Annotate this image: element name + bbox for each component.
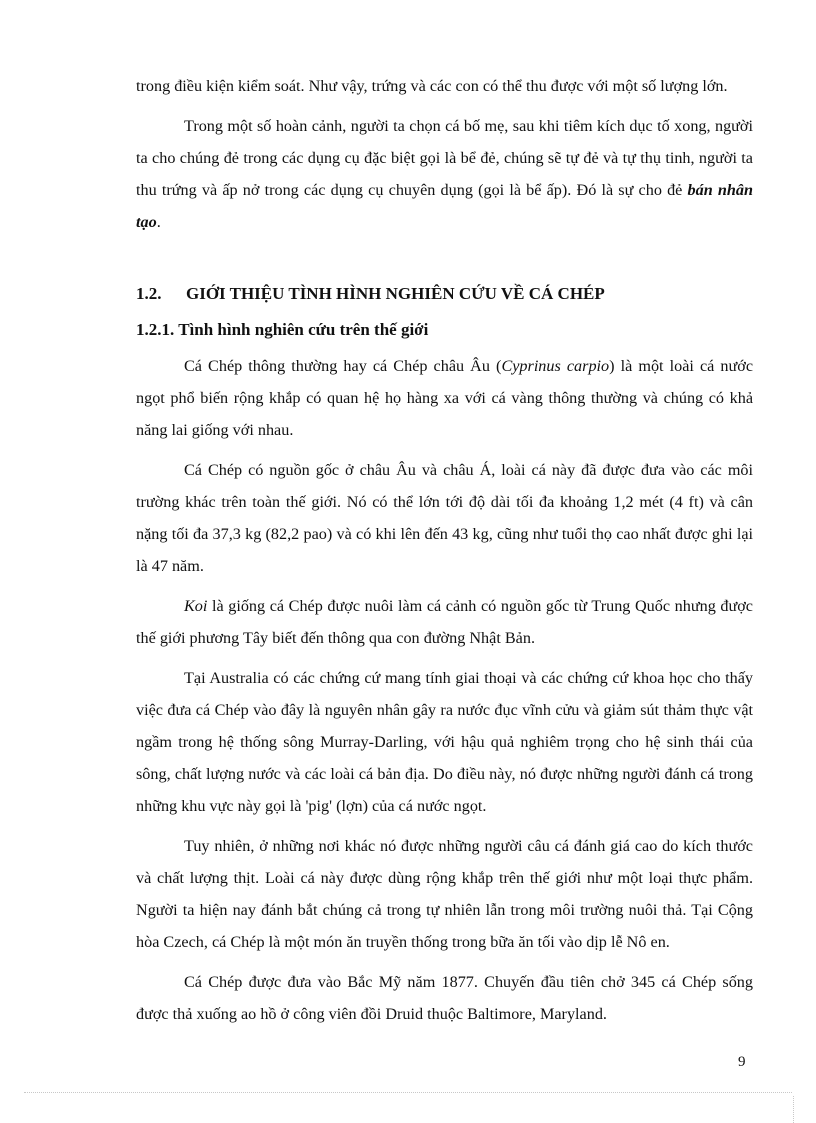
- paragraph-6: Tại Australia có các chứng cứ mang tính giai thoại và các chứng cứ khoa học cho thấy việc đưa cá Chép vào đây là nguyên nhân gây ra nước đục vĩnh cửu và giảm sút thảm thực vật ngầm trong hệ thống sông Murray-Darling, với hậu quả nghiêm trọng cho hệ sinh thái của sông, chất lượng nước và các loài cá bản địa. Do điều này, nó được những người đánh cá trong những khu vực này gọi là 'pig' (lợn) của cá nước ngọt.: [136, 669, 753, 815]
- page-corner-divider: [793, 1096, 794, 1123]
- paragraph-1: trong điều kiện kiểm soát. Như vậy, trứng và các con có thể thu được với một số lượng lớn.: [136, 77, 728, 95]
- paragraph-4: Cá Chép có nguồn gốc ở châu Âu và châu Á, loài cá này đã được đưa vào các môi trường khác trên toàn thế giới. Nó có thể lớn tới độ dài tối đa khoảng 1,2 mét (4 ft) và cân nặng tối đa 37,3 kg (82,2 pao) và có khi lên đến 43 kg, cũng như tuổi thọ cao nhất được ghi lại là 47 năm.: [136, 461, 753, 575]
- paragraph-7: Tuy nhiên, ở những nơi khác nó được những người câu cá đánh giá cao do kích thước và chất lượng thịt. Loài cá này được dùng rộng khắp trên thế giới như một loại thực phẩm. Người ta hiện nay đánh bắt chúng cả trong tự nhiên lẫn trong môi trường nuôi thả. Tại Cộng hòa Czech, cá Chép là một món ăn truyền thống trong bữa ăn tối vào dịp lễ Nô en.: [136, 837, 753, 951]
- paragraph-2: [136, 110, 753, 238]
- footer-divider: [24, 1092, 792, 1093]
- paragraph-5: [136, 590, 753, 654]
- paragraph-2-end: .: [156, 213, 161, 231]
- paragraph-3-end: ) là một loài cá nước ngọt phổ biến rộng khắp có quan hệ họ hàng xa với cá vàng thông thường và chúng có khả năng lai giống với nhau.: [136, 357, 754, 439]
- paragraph-3: [136, 350, 753, 446]
- koi-term: Koi: [184, 597, 208, 615]
- paragraph-5-text: là giống cá Chép được nuôi làm cá cảnh có nguồn gốc từ Trung Quốc nhưng được thế giới phương Tây biết đến thông qua con đường Nhật Bản.: [136, 597, 753, 647]
- section-title: GIỚI THIỆU TÌNH HÌNH NGHIÊN CỨU VỀ CÁ CHÉP: [186, 284, 605, 303]
- paragraph-8: Cá Chép được đưa vào Bắc Mỹ năm 1877. Chuyến đầu tiên chở 345 cá Chép sống được thả xuống ao hồ ở công viên đồi Druid thuộc Baltimore, Maryland.: [136, 973, 753, 1023]
- body-text: [136, 70, 753, 1030]
- species-name: Cyprinus carpio: [501, 357, 610, 375]
- subsection-heading: 1.2.1. Tình hình nghiên cứu trên thế giới: [136, 320, 429, 339]
- emphasis-term: bán nhân tạo: [136, 181, 754, 231]
- paragraph-3-text: Cá Chép thông thường hay cá Chép châu Âu (: [184, 357, 502, 375]
- paragraph-2-text: Trong một số hoàn cảnh, người ta chọn cá bố mẹ, sau khi tiêm kích dục tố xong, người ta cho chúng đẻ trong các dụng cụ đặc biệt gọi là bể đẻ, chúng sẽ tự đẻ và tự thụ tinh, người ta thu trứng và ấp nở trong các dụng cụ chuyên dụng (gọi là bể ấp). Đó là sự cho đẻ: [136, 117, 753, 199]
- section-heading: [136, 278, 753, 310]
- section-number: 1.2.: [136, 284, 162, 303]
- page-number: 9: [738, 1054, 746, 1070]
